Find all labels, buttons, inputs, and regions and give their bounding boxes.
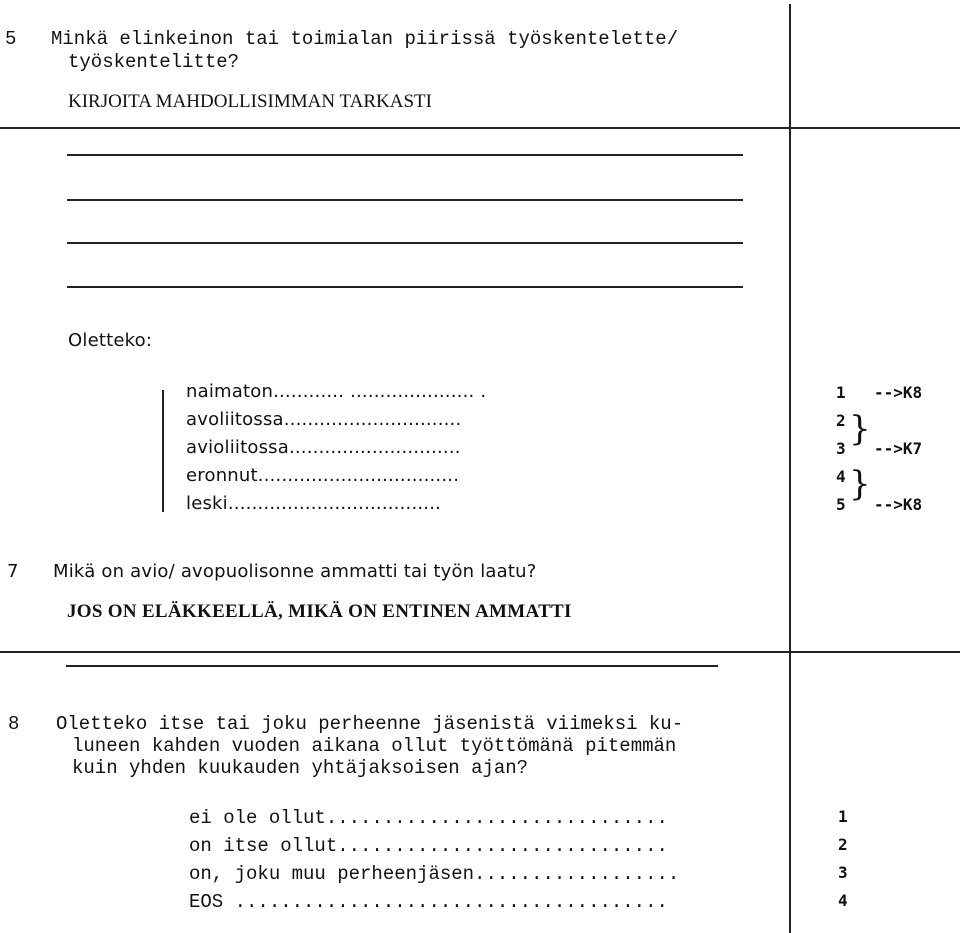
q8-question-line3: kuin yhden kuukauden yhtäjaksoisen ajan? — [72, 757, 529, 779]
answer-line-4[interactable] — [67, 286, 743, 288]
answer-line-2[interactable] — [67, 199, 743, 201]
q6-code-2: 2 — [836, 411, 846, 430]
q6-option-eronnut[interactable]: eronnut.................................. — [186, 465, 460, 486]
q6-code-3: 3 — [836, 439, 846, 458]
q6-route-k8-first: -->K8 — [874, 383, 923, 402]
q8-option-joku-muu[interactable]: on, joku muu perheenjäsen.................. — [189, 863, 680, 885]
q8-number: 8 — [8, 713, 20, 735]
answer-line-1[interactable] — [67, 154, 743, 156]
q5-number: 5 — [5, 28, 17, 50]
q6-code-4: 4 — [836, 467, 846, 486]
q8-code-3: 3 — [838, 863, 848, 882]
q6-code-5: 5 — [836, 495, 846, 514]
q8-question-line2: luneen kahden vuoden aikana ollut työttömänä pitemmän — [72, 735, 677, 757]
q8-option-eos[interactable]: EOS ...................................... — [189, 891, 668, 913]
q5-question-line2: työskentelitte? — [68, 51, 240, 73]
q8-code-1: 1 — [838, 807, 848, 826]
q7-number: 7 — [7, 561, 19, 582]
q6-brace-4-5: } — [849, 464, 871, 504]
q8-question-line1: Oletteko itse tai joku perheenne jäsenistä viimeksi ku- — [56, 713, 684, 735]
q8-code-4: 4 — [838, 891, 848, 910]
q6-route-k7: -->K7 — [874, 439, 923, 458]
q7-instruction: JOS ON ELÄKKEELLÄ, MIKÄ ON ENTINEN AMMATTI — [67, 601, 572, 622]
q8-code-2: 2 — [838, 835, 848, 854]
q8-option-on-itse-ollut[interactable]: on itse ollut............................. — [189, 835, 668, 857]
q7-question: Mikä on avio/ avopuolisonne ammatti tai työn laatu? — [53, 561, 537, 582]
q6-brace-2-3: } — [849, 409, 871, 449]
q6-option-avoliitossa[interactable]: avoliitossa.............................. — [186, 409, 462, 430]
q6-prompt: Oletteko: — [68, 330, 153, 351]
section-divider-q5 — [0, 127, 960, 129]
q5-question-line1: Minkä elinkeinon tai toimialan piirissä työskentelette/ — [51, 28, 679, 50]
q7-answer-line[interactable] — [66, 665, 718, 667]
answer-column-divider — [789, 4, 791, 933]
section-divider-q7 — [0, 651, 960, 653]
q6-code-1: 1 — [836, 383, 846, 402]
q6-route-k8-second: -->K8 — [874, 495, 923, 514]
q6-option-leski[interactable]: leski.................................... — [186, 493, 442, 514]
q6-option-naimaton[interactable]: naimaton............ ..................... . — [186, 381, 487, 402]
q8-option-ei-ole-ollut[interactable]: ei ole ollut.............................. — [189, 807, 668, 829]
answer-line-3[interactable] — [67, 242, 743, 244]
q6-option-avioliitossa[interactable]: avioliitossa............................. — [186, 437, 461, 458]
q6-options-bracket — [162, 390, 164, 512]
q5-instruction: KIRJOITA MAHDOLLISIMMAN TARKASTI — [68, 91, 432, 112]
